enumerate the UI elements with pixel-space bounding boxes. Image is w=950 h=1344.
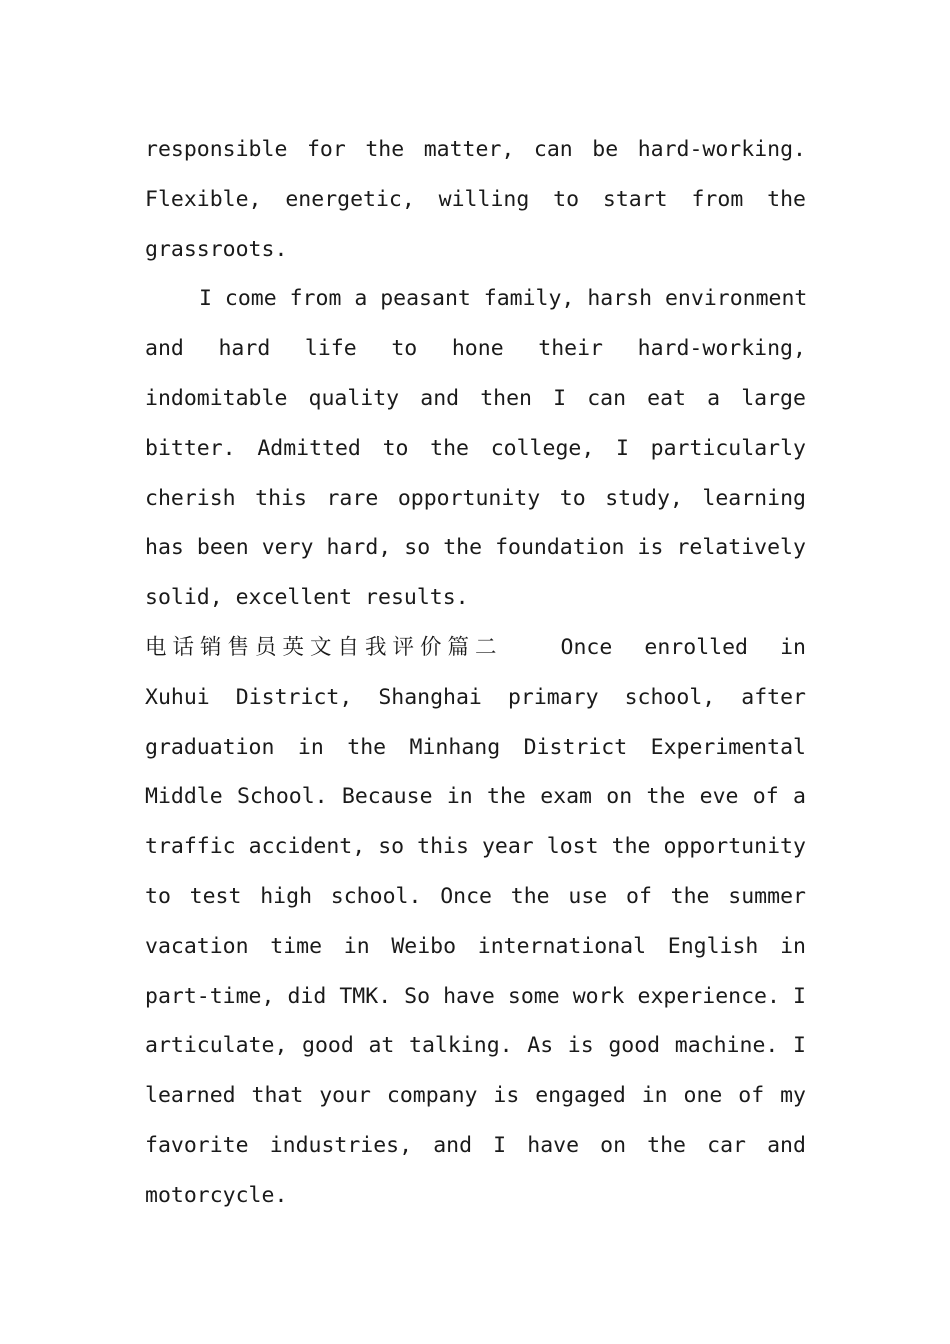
- word: talking.: [409, 1033, 513, 1059]
- word: year: [481, 834, 534, 860]
- paragraph-line: [503, 623, 806, 673]
- paragraph-line: [145, 175, 806, 225]
- word: is: [493, 1083, 520, 1109]
- word: cherish: [145, 485, 236, 511]
- word: good: [302, 1033, 354, 1059]
- word: so: [378, 834, 405, 860]
- word: on: [600, 1132, 627, 1158]
- paragraph-line: [145, 673, 806, 723]
- word: have: [527, 1132, 580, 1158]
- word: in: [343, 933, 370, 959]
- word: School.: [236, 784, 328, 810]
- word: hard,: [326, 535, 392, 561]
- paragraph-line: [145, 972, 806, 1022]
- word: Weibo: [391, 933, 457, 959]
- word: the: [487, 784, 526, 810]
- paragraph-line: motorcycle.: [145, 1182, 288, 1208]
- word: willing: [438, 186, 530, 212]
- word: learned: [145, 1083, 236, 1109]
- word: energetic,: [285, 186, 415, 212]
- word: large: [741, 385, 806, 411]
- word: been: [196, 535, 249, 561]
- word: of: [738, 1083, 765, 1109]
- word: industries,: [269, 1132, 413, 1158]
- word: be: [592, 137, 619, 162]
- word: I: [793, 1033, 806, 1059]
- paragraph-line: [145, 324, 806, 374]
- word: time: [270, 933, 323, 959]
- word: very: [261, 535, 314, 561]
- word: for: [306, 137, 346, 162]
- word: Experimental: [650, 734, 806, 760]
- word: and: [767, 1132, 806, 1158]
- word: the: [430, 435, 470, 461]
- word: part-time,: [145, 983, 275, 1009]
- word: college,: [490, 435, 595, 461]
- word: that: [251, 1083, 304, 1109]
- paragraph-line: grassroots.: [145, 236, 288, 262]
- word: exam: [540, 784, 592, 810]
- word: my: [780, 1083, 806, 1109]
- section-heading: 电话销售员英文自我评价篇二: [145, 634, 503, 660]
- word: Once: [440, 883, 492, 909]
- word: TMK.: [339, 983, 392, 1009]
- paragraph-line: solid, excellent results.: [145, 585, 469, 611]
- word: hard-working,: [637, 336, 806, 362]
- word: of: [626, 883, 652, 909]
- word: traffic: [145, 834, 236, 860]
- paragraph-3: [145, 623, 806, 1221]
- word: to: [553, 186, 580, 212]
- word: Admitted: [257, 435, 361, 461]
- word: to: [382, 435, 409, 461]
- word: engaged: [535, 1083, 626, 1109]
- word: car: [707, 1132, 746, 1158]
- word: life: [304, 336, 357, 362]
- word: is: [567, 1033, 594, 1059]
- word: on: [606, 784, 633, 810]
- paragraph-line: [145, 1021, 806, 1071]
- paragraph-first-line: I come from a peasant family, harsh environment: [199, 286, 808, 312]
- word: machine.: [674, 1033, 779, 1059]
- word: from: [691, 186, 744, 212]
- word: to: [391, 336, 418, 362]
- word: can: [587, 385, 627, 411]
- word: in: [641, 1083, 668, 1109]
- word: use: [568, 883, 608, 909]
- word: Xuhui: [145, 684, 210, 710]
- word: District: [523, 734, 628, 760]
- word: vacation: [145, 933, 249, 959]
- paragraph-line: [145, 424, 806, 474]
- word: learning: [702, 485, 806, 511]
- word: enrolled: [644, 634, 748, 660]
- word: start: [602, 186, 668, 212]
- word: of: [752, 784, 779, 810]
- word: this: [417, 834, 469, 860]
- word: the: [670, 883, 710, 909]
- paragraph-line: [145, 772, 806, 822]
- word: Flexible,: [145, 186, 262, 212]
- word: test: [189, 883, 242, 909]
- word: the: [647, 1132, 687, 1158]
- word: a: [793, 784, 806, 810]
- word: one: [683, 1083, 723, 1109]
- word: opportunity: [397, 485, 541, 511]
- word: District,: [235, 684, 353, 710]
- word: hard: [218, 336, 271, 362]
- word: indomitable: [145, 385, 288, 411]
- paragraph-line: [145, 523, 806, 573]
- word: school.: [330, 883, 422, 909]
- word: some: [507, 983, 560, 1009]
- word: Because: [341, 784, 433, 810]
- word: your: [319, 1083, 371, 1109]
- word: I: [493, 1132, 507, 1158]
- paragraph-2: [145, 274, 806, 623]
- word: to: [559, 485, 586, 511]
- heading-line: [145, 623, 806, 673]
- word: have: [443, 983, 495, 1009]
- word: then: [480, 385, 532, 411]
- word: this: [255, 485, 307, 511]
- word: at: [368, 1033, 395, 1059]
- word: experience.: [637, 983, 780, 1009]
- word: particularly: [650, 435, 806, 461]
- word: in: [780, 634, 806, 660]
- word: primary: [507, 684, 599, 710]
- word: graduation: [145, 734, 275, 760]
- word: in: [297, 734, 324, 760]
- paragraph-1: [145, 125, 806, 274]
- word: opportunity: [663, 834, 806, 860]
- word: has: [145, 535, 184, 561]
- word: a: [707, 385, 721, 411]
- word: and: [420, 385, 460, 411]
- word: quality: [308, 385, 400, 411]
- paragraph-line: [145, 822, 806, 872]
- paragraph-line: [145, 872, 806, 922]
- paragraph-line: [145, 723, 806, 773]
- word: foundation: [495, 535, 625, 561]
- word: hard-working.: [637, 137, 806, 162]
- word: international: [477, 933, 647, 959]
- word: the: [767, 186, 806, 212]
- word: eve: [699, 784, 739, 810]
- word: Shanghai: [378, 684, 482, 710]
- word: favorite: [145, 1132, 249, 1158]
- word: I: [553, 385, 567, 411]
- paragraph-line: [145, 474, 806, 524]
- word: study,: [605, 485, 683, 511]
- word: in: [446, 784, 473, 810]
- word: high: [260, 883, 313, 909]
- paragraph-line: [145, 125, 806, 175]
- word: and: [145, 336, 184, 362]
- word: matter,: [423, 137, 515, 162]
- word: school,: [624, 684, 716, 710]
- word: eat: [647, 385, 687, 411]
- word: work: [572, 983, 625, 1009]
- word: rare: [326, 485, 379, 511]
- word: the: [510, 883, 550, 909]
- word: bitter.: [145, 435, 236, 461]
- word: I: [792, 983, 806, 1009]
- word: their: [538, 336, 604, 362]
- word: I: [615, 435, 629, 461]
- word: is: [637, 535, 664, 561]
- paragraph-line: [145, 374, 806, 424]
- paragraph-line: [145, 1071, 806, 1121]
- word: the: [646, 784, 686, 810]
- word: So: [404, 983, 431, 1009]
- word: accident,: [248, 834, 366, 860]
- word: Middle: [145, 784, 223, 810]
- word: can: [533, 137, 573, 162]
- word: responsible: [145, 137, 288, 162]
- word: the: [347, 734, 387, 760]
- word: English: [667, 933, 759, 959]
- word: the: [365, 137, 405, 162]
- word: relatively: [676, 535, 806, 561]
- word: the: [443, 535, 483, 561]
- word: lost: [546, 834, 599, 860]
- word: Minhang: [409, 734, 501, 760]
- word: so: [404, 535, 431, 561]
- word: to: [145, 883, 171, 909]
- word: company: [386, 1083, 478, 1109]
- paragraph-line: [145, 1121, 806, 1171]
- word: and: [433, 1132, 473, 1158]
- word: after: [741, 684, 806, 710]
- word: Once: [560, 634, 613, 660]
- word: articulate,: [145, 1033, 288, 1059]
- word: good: [608, 1033, 661, 1059]
- word: did: [287, 983, 327, 1009]
- word: As: [527, 1033, 554, 1059]
- word: summer: [728, 883, 806, 909]
- document-body: [145, 125, 806, 1221]
- word: in: [780, 933, 806, 959]
- word: the: [611, 834, 651, 860]
- paragraph-line: [145, 922, 806, 972]
- word: hone: [451, 336, 504, 362]
